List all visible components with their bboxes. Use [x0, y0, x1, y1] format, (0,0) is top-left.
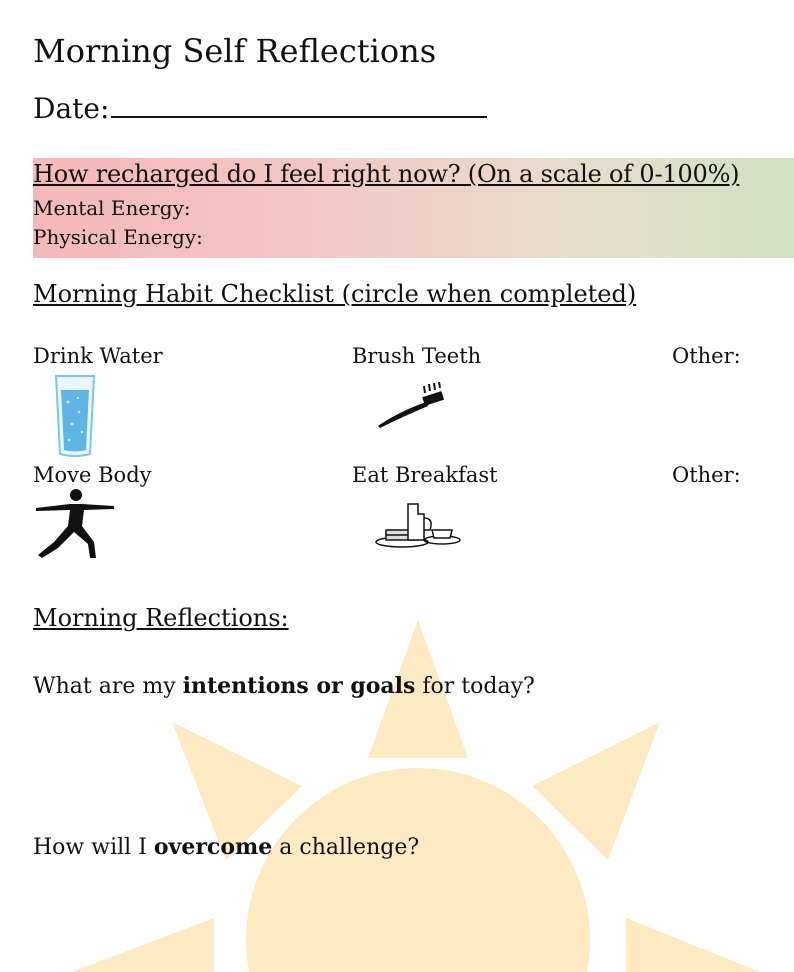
date-blank-line[interactable] — [111, 90, 487, 118]
habit-eat-breakfast[interactable]: Eat Breakfast — [352, 463, 498, 487]
water-glass-icon — [54, 374, 96, 458]
question-intentions-bold: intentions or goals — [182, 673, 416, 699]
toothbrush-icon — [376, 382, 448, 430]
habit-other-1[interactable]: Other: — [672, 344, 741, 368]
page-title: Morning Self Reflections — [33, 32, 437, 70]
question-challenge — [33, 834, 419, 860]
habit-move-body[interactable]: Move Body — [33, 463, 152, 487]
checklist-title: Morning Habit Checklist (circle when completed) — [33, 280, 637, 308]
mental-energy-label: Mental Energy: — [33, 196, 191, 220]
recharge-section — [33, 158, 794, 258]
recharge-question: How recharged do I feel right now? (On a scale of 0-100%) — [33, 160, 740, 188]
date-label: Date: — [33, 92, 110, 125]
habit-other-2[interactable]: Other: — [672, 463, 741, 487]
habit-brush-teeth[interactable]: Brush Teeth — [352, 344, 482, 368]
question-intentions-text-2: for today? — [415, 674, 535, 699]
question-intentions-text-1: What are my — [33, 674, 183, 699]
breakfast-icon — [372, 500, 464, 550]
reflections-title: Morning Reflections: — [33, 604, 289, 632]
question-challenge-text-1: How will I — [33, 835, 154, 860]
physical-energy-label: Physical Energy: — [33, 225, 203, 249]
question-intentions — [33, 673, 535, 699]
question-challenge-bold: overcome — [153, 834, 273, 860]
question-challenge-text-2: a challenge? — [272, 835, 420, 860]
habit-drink-water[interactable]: Drink Water — [33, 344, 163, 368]
yoga-pose-icon — [34, 488, 116, 560]
date-field — [33, 90, 487, 125]
